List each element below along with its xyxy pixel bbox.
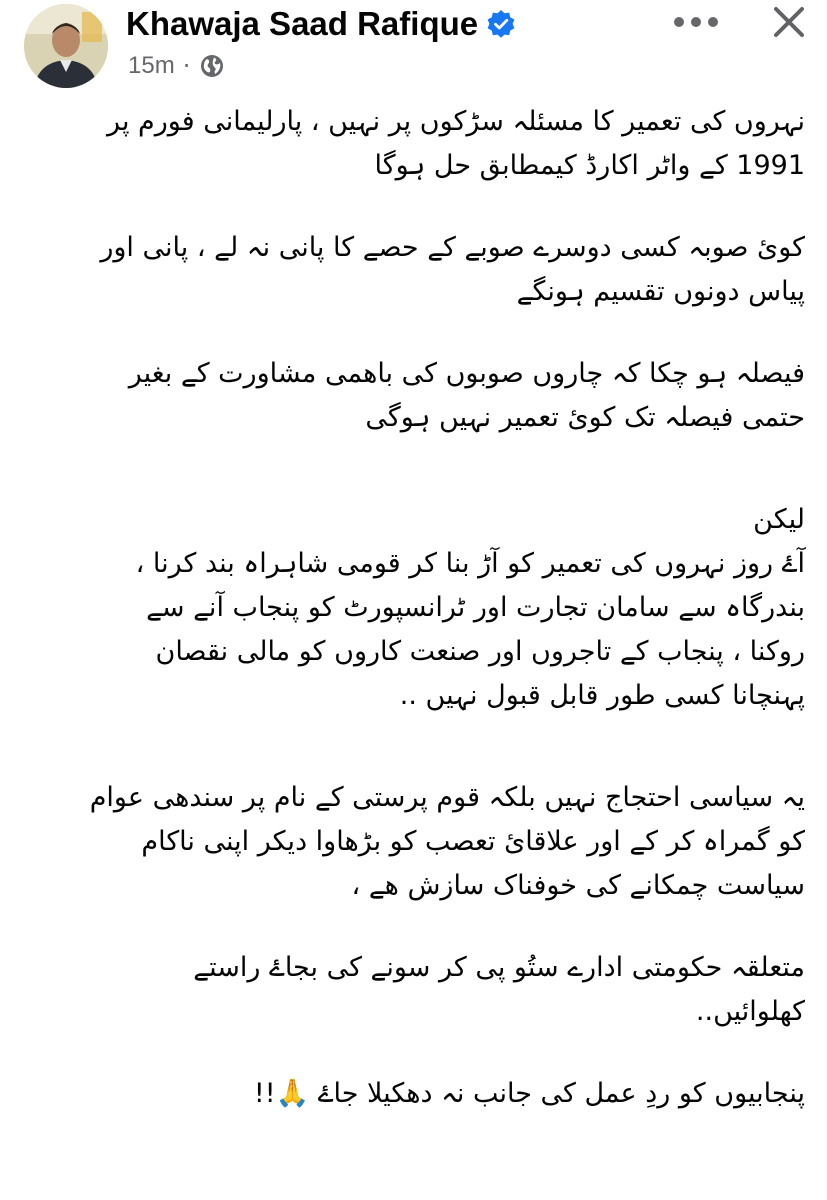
author-name[interactable]: Khawaja Saad Rafique bbox=[126, 5, 479, 42]
post-paragraph-4: لیکن آۓ روز نہروں کی تعمیر کو آڑ بنا کر قومی شاہراہ بند کرنا ، بندرگاہ سے سامان تجارت اور ٹرانسپورٹ کو پنجاب آنے سے روکنا ، پنجاب کے تاجروں اور صنعت کاروں کو مالی نقصان پہنچانا کسی طور قابل قبول نہیں .. bbox=[135, 504, 805, 711]
more-options-button[interactable] bbox=[668, 4, 724, 40]
post-header bbox=[0, 0, 827, 100]
post-paragraph-3: فیصلہ ہو چکا کہ چاروں صوبوں کی باھمی مشاورت کے بغیر حتمی فیصلہ تک کوئ تعمیر نہیں ہوگی bbox=[128, 358, 805, 433]
author-row bbox=[126, 2, 516, 46]
author-avatar[interactable] bbox=[24, 4, 108, 88]
post-paragraph-1: نہروں کی تعمیر کا مسئلہ سڑکوں پر نہیں ، پارلیمانی فورم پر 1991 کے واٹر اکارڈ کیمطابق حل ہوگا bbox=[107, 106, 805, 181]
post-paragraph-5: یہ سیاسی احتجاج نہیں بلکہ قوم پرستی کے نام پر سندھی عوام کو گمراہ کر کے اور علاقائ تعصب کو بڑھاوا دیکر اپنی ناکام سیاست چمکانے کی خوفناک سازش ھے ، bbox=[89, 782, 805, 901]
post-meta bbox=[128, 50, 224, 82]
close-icon bbox=[772, 5, 806, 39]
globe-icon[interactable] bbox=[200, 54, 224, 78]
post-text bbox=[30, 100, 805, 1116]
more-options-icon bbox=[671, 15, 721, 29]
verified-badge-icon bbox=[486, 9, 516, 39]
close-button[interactable] bbox=[764, 0, 814, 44]
post-paragraph-2: کوئ صوبہ کسی دوسرے صوبے کے حصے کا پانی نہ لے ، پانی اور پیاس دونوں تقسیم ہونگے bbox=[100, 232, 805, 307]
post-paragraph-6: متعلقہ حکومتی ادارے ستُو پی کر سونے کی بجاۓ راستے کھلوائیں.. bbox=[193, 952, 805, 1027]
meta-separator: · bbox=[182, 52, 191, 80]
post-timestamp[interactable]: 15m bbox=[128, 52, 175, 79]
post-paragraph-7: پنجابیوں کو ردِ عمل کی جانب نہ دھکیلا جاۓ 🙏!! bbox=[253, 1078, 805, 1109]
